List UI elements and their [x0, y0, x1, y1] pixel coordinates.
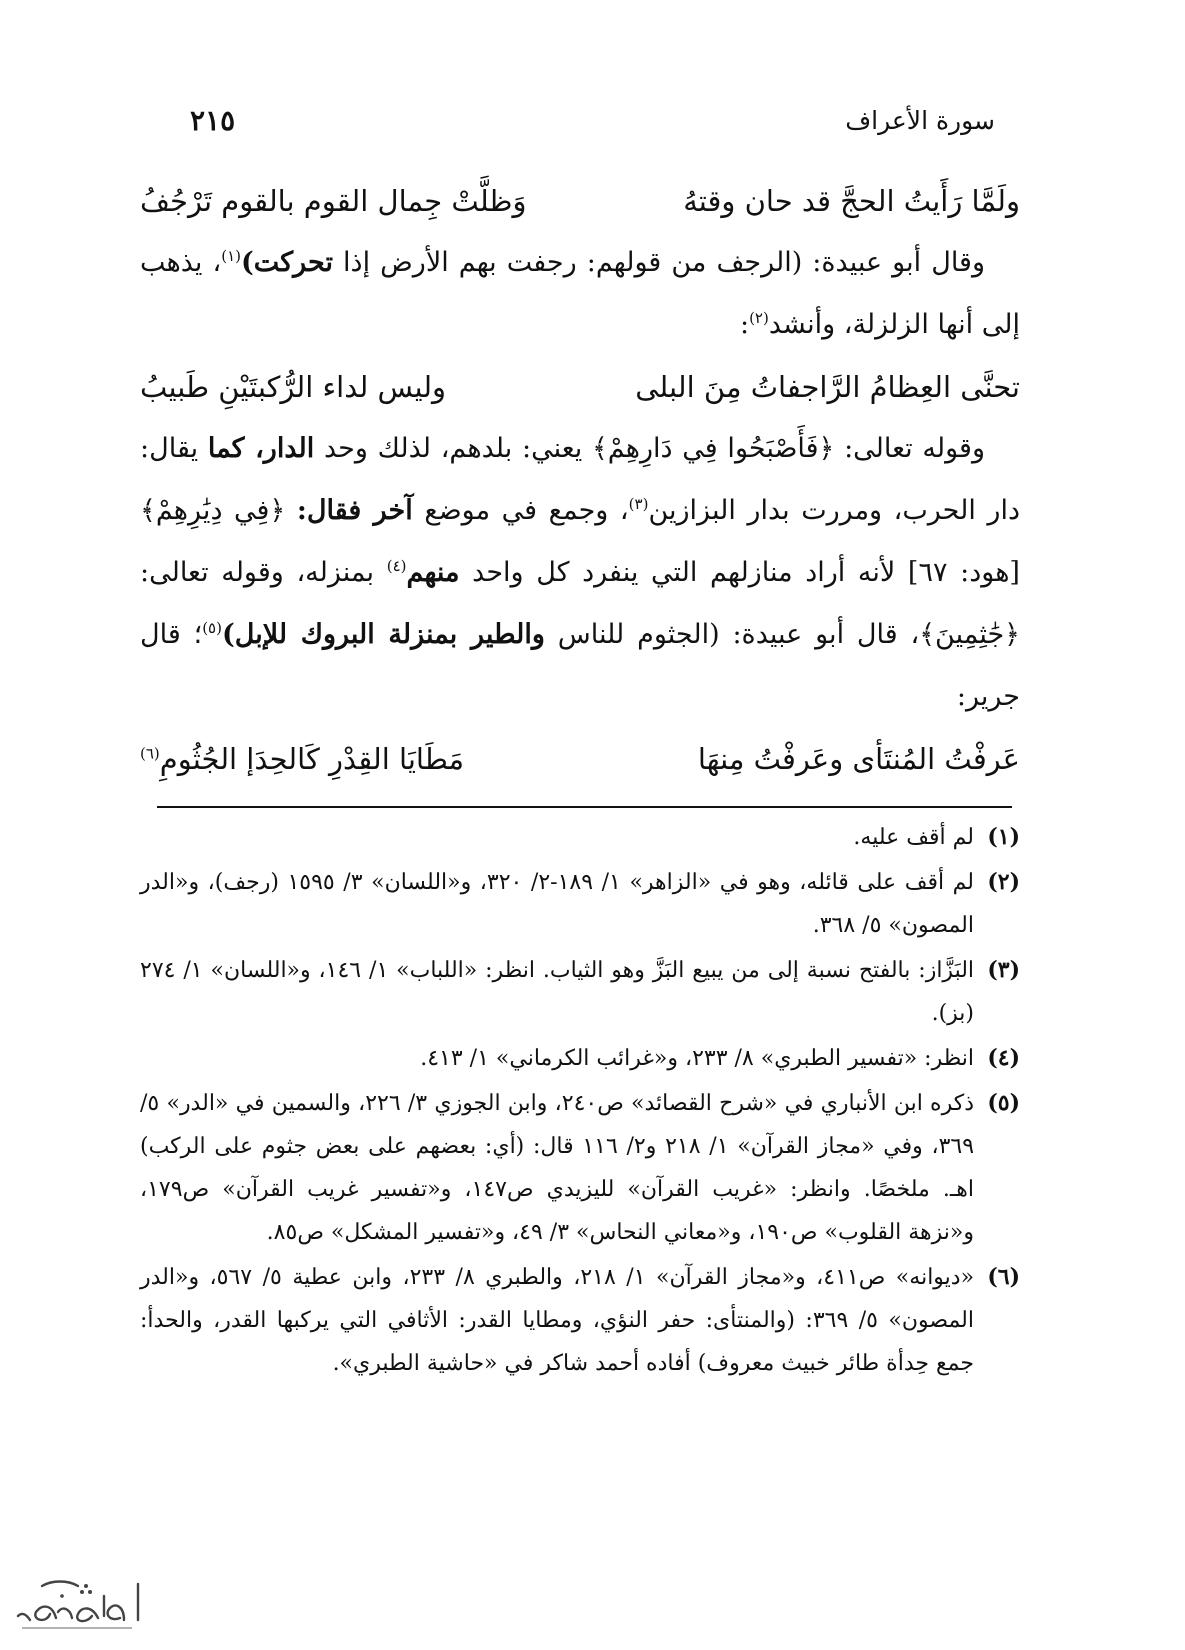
verse-1-second-hemistich: وَظلَّتْ جِمال القوم بالقوم تَرْجُفُ: [140, 184, 527, 218]
para-2-line-5-start: والطير بمنزلة البروك للإبل): [221, 619, 545, 650]
para-2-line-4: بمنزله، وقوله تعالى: ﴿جَٰثِمِينَ﴾، قال أبو عبيدة: (الجثوم للناس: [140, 557, 1021, 650]
footnote-number: (٣): [987, 957, 1020, 983]
footnote-2: [140, 861, 1020, 947]
footnote-ref-4[interactable]: (٤): [386, 557, 407, 575]
page-number: ٢١٥: [190, 103, 236, 137]
verse-2-first-hemistich: تحنَّى العِظامُ الرَّاجفاتُ مِنَ البلى: [635, 370, 1020, 404]
footnote-number: (٥): [987, 1090, 1020, 1116]
footnote-text: البَزَّاز: بالفتح نسبة إلى من يبيع البَزَّ وهو الثياب. انظر: «اللباب» ١/ ١٤٦، و«اللسان» ١/ ٢٧٤ (بز).: [140, 958, 975, 1026]
footnote-ref-6[interactable]: (٦): [140, 744, 160, 763]
footnote-ref-1[interactable]: (١): [221, 247, 241, 265]
paragraph-abu-ubaida-rajf: [140, 232, 1020, 356]
main-text: [140, 170, 1020, 790]
running-head: [190, 95, 995, 145]
footnote-number: (٢): [987, 869, 1020, 895]
verse-line-2: [140, 356, 1020, 418]
paragraph-fa-asbahu: [140, 418, 1020, 728]
para-2-line-5: ؛ قال جرير:: [140, 619, 1020, 712]
footnote-text: لم أقف على قائله، وهو في «الزاهر» ١/ ١٨٩-٢/ ٣٢٠، و«اللسان» ٣/ ١٥٩٥ (رجف)، و«الدر المصون» ٥/ ٣٦٨.: [140, 870, 975, 938]
footnote-text: انظر: «تفسير الطبري» ٨/ ٢٣٣، و«غرائب الكرماني» ١/ ٤١٣.: [420, 1046, 974, 1071]
para-2-line-1: وقوله تعالى: ﴿فَأَصْبَحُوا فِي دَارِهِمْ﴾ يعني: بلدهم، لذلك وحد: [323, 433, 985, 464]
para-2-line-3: ﴿فِي دِيَٰرِهِمْ﴾ [هود: ٦٧] لأنه أراد منازلهم التي ينفرد كل واحد: [140, 495, 1020, 588]
para-2-bold-akhar: آخر فقال:: [296, 495, 413, 526]
para-1-line-2: ، يذهب إلى أنها الزلزلة، وأنشد: [140, 247, 1020, 340]
footnote-3: [140, 949, 1020, 1035]
para-2-line-2-end: ، وجمع في موضع: [424, 495, 629, 526]
verse-line-3: [140, 728, 1020, 790]
footnote-text: لم أقف عليه.: [853, 825, 974, 850]
para-2-line-2: يقال: دار الحرب، ومررت بدار البزازين: [140, 433, 1020, 526]
footnote-4: [140, 1037, 1020, 1080]
footnote-number: (٦): [987, 1264, 1020, 1290]
para-1-colon: :: [739, 309, 750, 340]
para-1-bold-word: تحركت): [241, 247, 333, 278]
verse-3-second-text: مَطَايَا القِدْرِ كَالحِدَإ الجُثُومِ: [159, 742, 465, 776]
footnote-number: (١): [987, 824, 1020, 850]
footnotes: [140, 816, 1020, 1387]
para-2-bold-minhum: منهم: [406, 557, 460, 588]
footnote-ref-2[interactable]: (٢): [749, 309, 769, 327]
verse-1-first-hemistich: ولَمَّا رَأَيتُ الحجَّ قد حان وقتهُ: [683, 184, 1020, 218]
footnote-5: [140, 1082, 1020, 1254]
verse-2-second-hemistich: وليس لداء الرُّكبتَيْنِ طَبيبُ: [140, 370, 447, 404]
verse-line-1: [140, 170, 1020, 232]
footnote-ref-5[interactable]: (٥): [202, 619, 222, 637]
para-1-line-1: وقال أبو عبيدة: (الرجف من قولهم: رجفت بهم الأرض إذا: [343, 247, 985, 278]
footnote-number: (٤): [987, 1045, 1020, 1071]
footnote-ref-3[interactable]: (٣): [628, 495, 649, 513]
verse-3-first-hemistich: عَرفْتُ المُنتَأى وعَرفْتُ مِنهَا: [697, 742, 1020, 776]
verse-3-second-hemistich: [140, 728, 464, 790]
surah-title: سورة الأعراف: [845, 105, 995, 135]
footnote-1: [140, 816, 1020, 859]
footnote-6: [140, 1256, 1020, 1385]
library-seal-logo: [12, 1562, 152, 1632]
para-2-bold-dar: الدار، كما: [207, 433, 315, 464]
footnote-text: «ديوانه» ص٤١١، و«مجاز القرآن» ١/ ٢١٨، والطبري ٨/ ٢٣٣، وابن عطية ٥/ ٥٦٧، و«الدر المصون» ٥/ ٣٦٩: (والمنتأى: حفر النؤي، ومطايا القدر: الأثافي التي يركبها القدر، والحدأ: جمع حِدأة طائر خبيث معروف) أفاده أحمد شاكر في «حاشية الطبري».: [140, 1265, 975, 1376]
footnote-divider: [157, 806, 1012, 808]
footnote-text: ذكره ابن الأنباري في «شرح القصائد» ص٢٤٠، وابن الجوزي ٣/ ٢٢٦، والسمين في «الدر» ٥/ ٣٦٩، وفي «مجاز القرآن» ١/ ٢١٨ و٢/ ١١٦ قال: (أي: بعضهم على بعض جثوم على الركب) اهـ. ملخصًا. وانظر: «غريب القرآن» لليزيدي ص١٤٧، و«تفسير غريب القرآن» ص١٧٩، و«نزهة القلوب» ص١٩٠، و«معاني النحاس» ٣/ ٤٩، و«تفسير المشكل» ص٨٥.: [140, 1091, 975, 1245]
